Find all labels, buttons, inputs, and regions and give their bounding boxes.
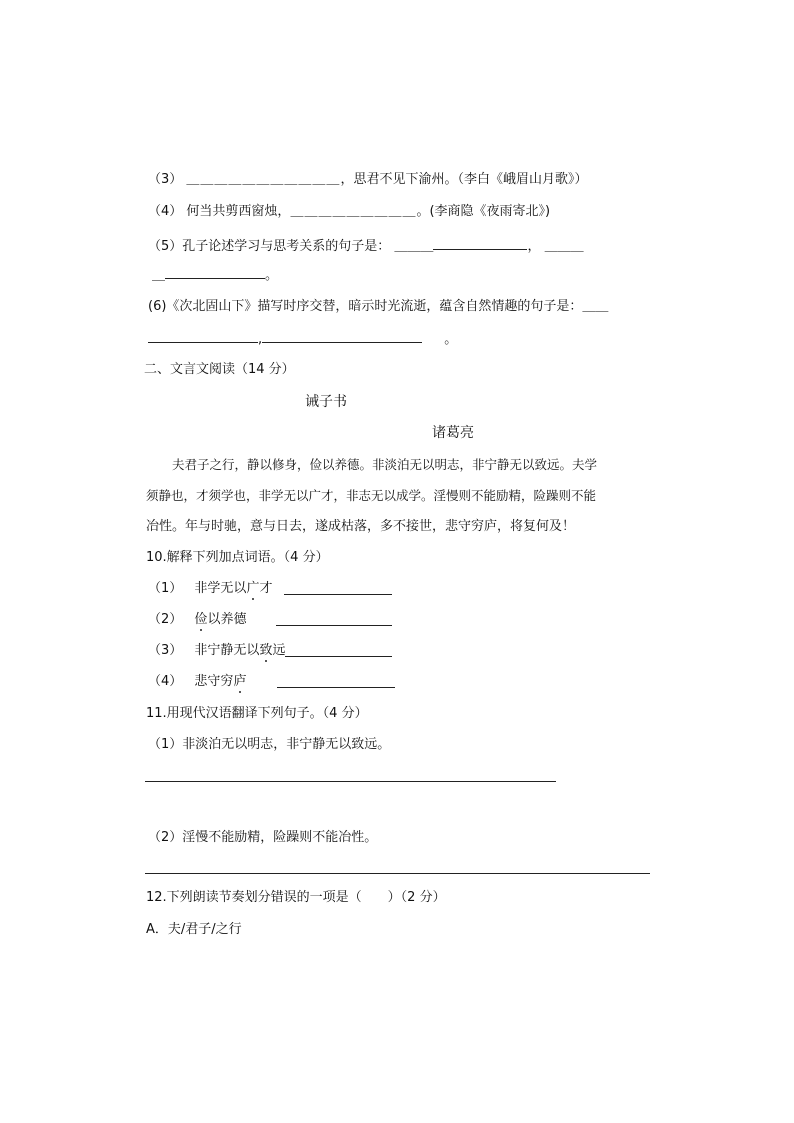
question-text: （5）孔子论述学习与思考关系的句子是：: [148, 239, 391, 254]
dotted-word: 俭: [194, 612, 208, 627]
question-5-line2: [152, 266, 278, 285]
question-12-title: 12.下列朗读节奏划分错误的一项是（ ）（2 分）: [146, 890, 446, 905]
answer-line[interactable]: [276, 625, 392, 626]
comma: ,: [258, 332, 263, 347]
passage-line: 冶性。年与时驰，意与日去，遂成枯落，多不接世，悲守穷庐，将复何及！: [146, 519, 576, 534]
item-number: （1）: [148, 581, 183, 596]
q10-item-1: [148, 580, 272, 598]
question-3: [148, 171, 587, 189]
question-6-line2: [148, 330, 457, 349]
question-number: （3）: [148, 172, 183, 187]
answer-blank-dash[interactable]: ＿＿＿: [394, 239, 434, 254]
item-text: 非宁静无以: [194, 643, 260, 658]
answer-blank-dash[interactable]: ＿＿: [582, 299, 609, 314]
answer-blank[interactable]: [433, 237, 527, 250]
answer-line[interactable]: [285, 656, 392, 657]
answer-blank[interactable]: [148, 330, 258, 343]
dotted-word: 庐: [233, 674, 247, 689]
question-text: 何当共剪西窗烛，: [186, 204, 291, 219]
period: 。: [265, 268, 279, 283]
q10-item-2: [148, 611, 246, 629]
answer-blank[interactable]: [262, 330, 422, 343]
answer-line[interactable]: [145, 873, 650, 874]
answer-line[interactable]: [145, 781, 556, 782]
section-heading: 二、文言文阅读（14 分）: [144, 362, 295, 377]
item-text: 才: [259, 581, 273, 596]
item-text: 非学无以: [194, 581, 247, 596]
passage-line: 须静也，才须学也，非学无以广才，非志无以成学。淫慢则不能励精，险躁则不能: [146, 488, 597, 503]
dotted-word: 广: [246, 581, 260, 596]
question-11-sentence-1: （1）非淡泊无以明志，非宁静无以致远。: [148, 737, 391, 752]
item-number: （2）: [148, 612, 183, 627]
item-number: （3）: [148, 643, 183, 658]
answer-blank-dash[interactable]: ＿: [152, 268, 166, 283]
passage-author: 诸葛亮: [432, 425, 474, 441]
question-text: 。(李商隐《夜雨寄北》): [416, 204, 551, 219]
q10-item-3: [148, 642, 285, 660]
question-6: [148, 298, 608, 316]
dotted-word: 致: [259, 643, 273, 658]
item-text: 悲守穷: [194, 674, 234, 689]
comma: ，: [527, 239, 541, 254]
question-11-title: 11.用现代汉语翻译下列句子。（4 分）: [146, 706, 368, 721]
question-text: (6)《次北固山下》描写时序交替，暗示时光流逝，蕴含自然情趣的句子是：: [148, 299, 583, 314]
period: 。: [444, 332, 458, 347]
answer-blank[interactable]: [165, 266, 265, 279]
item-number: （4）: [148, 674, 183, 689]
answer-blank[interactable]: ＿＿＿＿＿＿＿＿＿: [290, 204, 417, 219]
q10-item-4: [148, 673, 246, 691]
question-text: ，思君不见下渝州。（李白《峨眉山月歌》）: [340, 172, 588, 187]
question-11-sentence-2: （2）淫慢不能励精，险躁则不能冶性。: [148, 830, 378, 845]
answer-blank[interactable]: ＿＿＿＿＿＿＿＿＿＿＿: [186, 172, 341, 187]
question-number: （4）: [148, 204, 183, 219]
answer-line[interactable]: [284, 594, 392, 595]
option-a[interactable]: A．夫/君子/之行: [146, 922, 242, 937]
question-5: [148, 237, 584, 256]
question-10-title: 10.解释下列加点词语。（4 分）: [146, 550, 329, 565]
answer-line[interactable]: [277, 687, 395, 688]
item-text: 远: [272, 643, 286, 658]
passage-title: 诫子书: [305, 394, 347, 410]
passage-line: 夫君子之行，静以修身，俭以养德。非淡泊无以明志，非宁静无以致远。夫学: [172, 457, 598, 472]
question-4: [148, 203, 550, 221]
item-text: 以养德: [207, 612, 247, 627]
answer-blank-dash[interactable]: ＿＿＿: [544, 239, 584, 254]
